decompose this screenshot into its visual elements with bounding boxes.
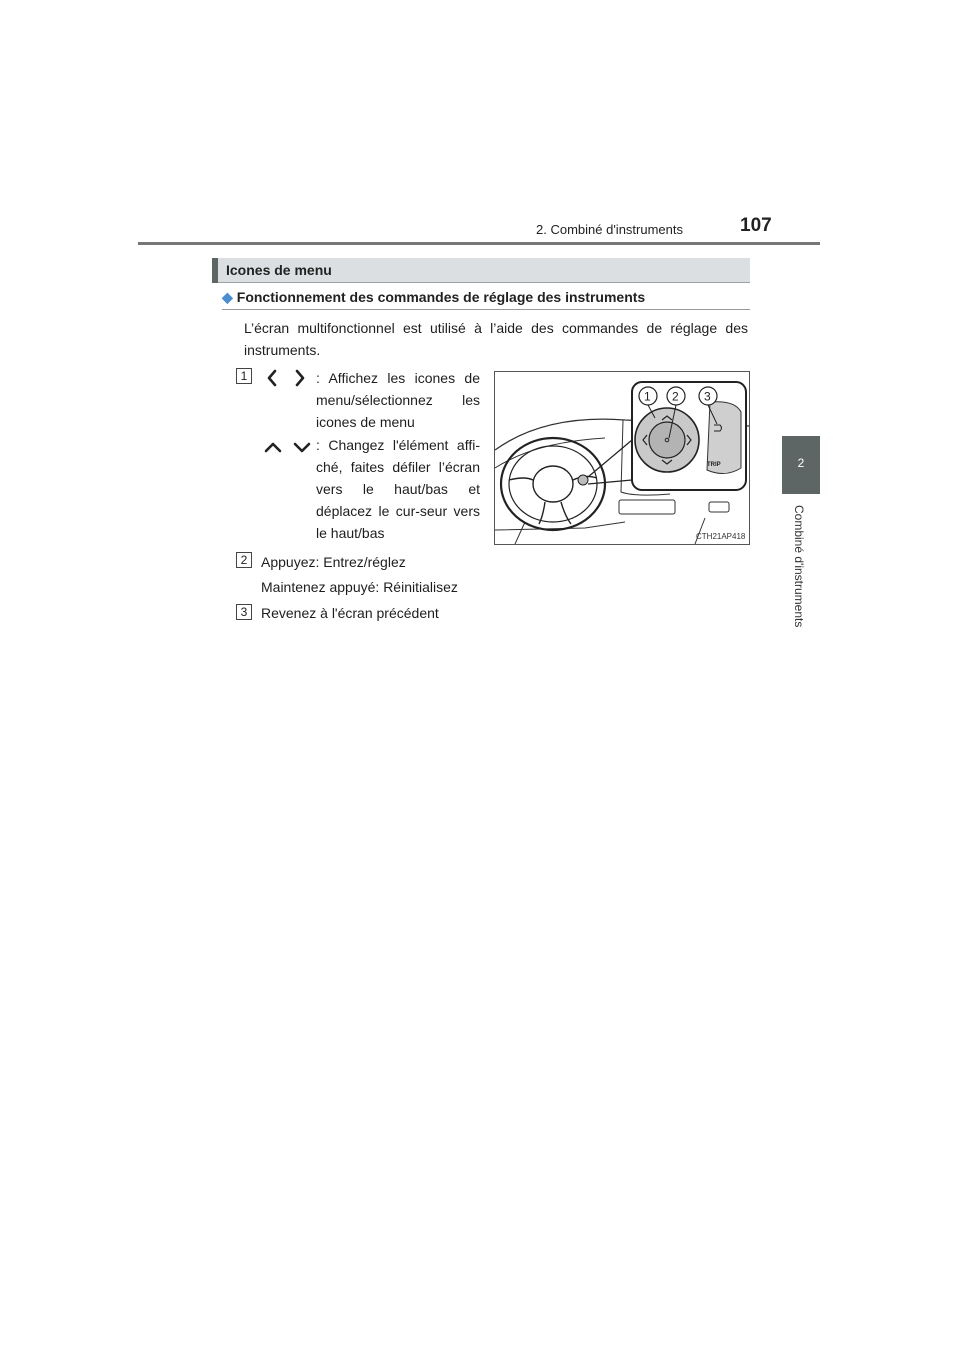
callout-3: 3 [704,389,711,404]
item-1-ud-description: : Changez l'élément affi-ché, faites défiler l’écran vers le haut/bas et déplacez le cur-seur vers le haut/bas [316,437,480,541]
item-3-back: Revenez à l'écran précédent [261,605,439,621]
chevron-left-icon [266,369,278,387]
subsection-title: Fonctionnement des commandes de réglage des instruments [236,289,646,305]
subsection-rule [222,309,750,310]
diamond-icon: ◆ [222,289,233,305]
item-number-3: 3 [236,604,252,620]
item-2-hold: Maintenez appuyé: Réinitialisez [261,579,458,595]
header-rule [138,242,820,245]
subsection-heading [222,289,645,306]
header-chapter: 2. Combiné d'instruments [536,222,683,237]
item-number-1: 1 [236,368,252,384]
page-number: 107 [740,215,772,236]
figure-code: CTH21AP418 [696,532,746,541]
chevron-right-icon [294,369,306,387]
intro-paragraph: L’écran multifonctionnel est utilisé à l’aide des commandes de réglage des instruments. [244,320,748,358]
item-2-press: Appuyez: Entrez/réglez [261,554,406,570]
callout-2: 2 [672,389,679,404]
steering-switch-drawing [495,372,749,544]
trip-button-label: TRIP [707,462,721,468]
callout-1: 1 [644,389,651,404]
chevron-up-icon [263,441,283,454]
steering-wheel-illustration [494,371,750,545]
item-1-lr-description: : Affichez les icones de menu/sélectionnez les icones de menu [316,370,480,430]
section-heading [212,258,750,283]
chapter-tab [782,436,820,494]
section-title: Icones de menu [226,262,332,278]
item-number-2: 2 [236,552,252,568]
chapter-tab-label: Combiné d'instruments [792,505,806,628]
section-accent [212,258,218,283]
chapter-tab-number: 2 [797,456,805,470]
chevron-down-icon [292,441,312,454]
